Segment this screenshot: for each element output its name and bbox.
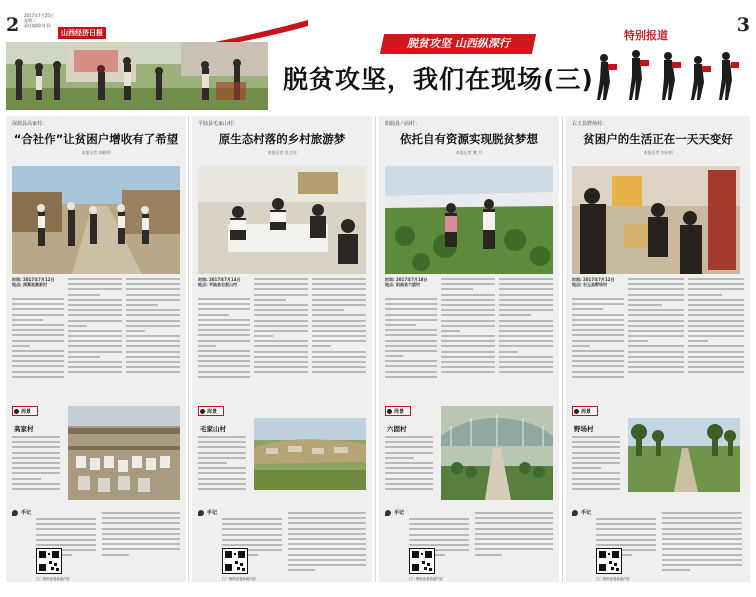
article-byline: 本报记者 蔡文光 [267,150,297,155]
village-photo[interactable] [254,418,366,490]
qr-code-icon [410,549,434,573]
village-description [572,436,620,498]
village-road-photo [12,166,180,274]
country-road-photo [628,418,740,492]
qr-code-icon [597,549,621,573]
qr-code[interactable] [409,548,435,574]
page-number-left: 2 [6,14,20,36]
village-description [198,436,246,498]
article-column-1 [6,116,186,582]
caption-place: 地点: 右玉县野场村 [572,282,607,287]
village-photo[interactable] [441,406,553,500]
article-body-middle [68,278,122,398]
column-divider [562,116,563,582]
photo-caption [385,277,429,287]
village-name: 野场村 [574,425,594,433]
page-headline: 脱贫攻坚，我们在现场(三) [283,65,594,94]
article-photo[interactable] [12,166,180,274]
column-divider [375,116,376,582]
article-header [566,116,750,158]
page-header [0,0,756,112]
notes-tag-label: 手记 [394,510,405,516]
village-photo[interactable] [68,406,180,500]
article-title[interactable]: “合社作”让贫困户增收有了希望 [13,132,179,146]
village-tag [12,406,38,416]
notes-tag [198,508,226,518]
article-locale: 右玉县野场村： [572,121,608,127]
special-report-tag: 特别报道 [624,29,668,42]
article-body-left [572,298,624,398]
caption-time: 时间: 2017年7月18日 [385,277,428,282]
article-body-left [385,298,437,398]
notes-tag-label: 手记 [21,510,32,516]
article-locale: 平陆县毛家山村： [198,121,239,127]
photo-caption [198,277,242,287]
caption-place: 地点: 深源县高家村 [12,282,47,287]
article-column-4 [566,116,750,582]
notes-text-right [662,512,742,578]
notes-tag [385,508,413,518]
qr-code-label: 扫二维码查看新闻内容 [596,577,630,581]
article-photo[interactable] [385,166,553,274]
qr-code-icon [37,549,61,573]
village-tag-icon [574,409,579,414]
village-sidebar [12,406,180,504]
article-photo[interactable] [198,166,366,274]
qr-code-icon [223,549,247,573]
village-name: 高家村 [14,425,34,433]
silhouette-figures-illustration [592,44,740,102]
village-sidebar [385,406,553,504]
greenhouse-interior-photo [441,406,553,500]
notes-tag [572,508,600,518]
notes-tag [12,508,40,518]
article-byline: 本报记者 姚 月 [455,150,483,155]
article-body-right [688,278,744,398]
campaign-banner-text: 脱贫攻坚 山西纵深行 [406,37,510,50]
paper-logo: 山西经济日报 [58,27,106,39]
article-locale: 深源县高家村： [12,121,48,127]
caption-place: 地点: 阳曲县六固村 [385,282,420,287]
notes-tag-icon [198,510,204,516]
article-title[interactable]: 原生态村落的乡村旅游梦 [218,132,346,146]
article-body-middle [441,278,495,398]
campaign-banner [380,34,536,54]
article-body-left [198,298,250,398]
field-interview-photo [385,166,553,274]
village-tag-icon [14,409,19,414]
masthead-date: 2017年7月25日 [24,13,54,18]
village-photo[interactable] [628,418,740,492]
greenhouse-bags-photo [68,406,180,500]
village-tag-label: 周景 [394,409,405,415]
village-tag-label: 周景 [207,409,218,415]
article-body-middle [254,278,308,398]
article-header [6,116,186,158]
village-name: 六固村 [387,425,407,433]
column-divider [188,116,189,582]
header-photo-collage [6,42,268,110]
article-title[interactable]: 依托自有资源实现脱贫梦想 [400,132,538,146]
photo-caption [572,277,616,287]
village-tag [572,406,598,416]
notes-text-right [102,512,180,560]
qr-code-label: 扫二维码查看新闻内容 [36,577,70,581]
article-column-2 [192,116,372,582]
article-body-middle [628,278,684,398]
notes-text-right [475,512,553,560]
hillside-village-photo [254,418,366,490]
village-name: 毛家山村 [200,425,226,433]
notes-text-right [288,512,366,578]
qr-code[interactable] [36,548,62,574]
village-tag-icon [387,409,392,414]
caption-place: 地点: 平陆县毛家山村 [198,282,237,287]
page-number-right: 3 [736,14,750,36]
caption-time: 时间: 2017年7月14日 [198,277,241,282]
article-title[interactable]: 贫困户的生活正在一天天变好 [583,132,733,146]
notes-tag-label: 手记 [581,510,592,516]
notes-tag-label: 手记 [207,510,218,516]
article-header [192,116,372,158]
article-header [379,116,559,158]
home-visit-photo [572,166,740,274]
village-tag [198,406,224,416]
village-tag-label: 周景 [21,409,32,415]
meeting-room-photo [198,166,366,274]
photo-caption [12,277,56,287]
article-body-right [499,278,553,398]
notes-tag-icon [12,510,18,516]
qr-code[interactable] [596,548,622,574]
village-description [12,436,60,498]
notes-tag-icon [385,510,391,516]
village-sidebar [572,406,740,504]
article-body-right [126,278,180,398]
article-byline: 本报记者 郭晓明 [81,150,111,155]
village-tag [385,406,411,416]
article-photo[interactable] [572,166,740,274]
village-tag-label: 周景 [581,409,592,415]
village-tag-icon [200,409,205,414]
caption-time: 时间: 2017年7月12日 [572,277,615,282]
qr-code-label: 扫二维码查看新闻内容 [222,577,256,581]
village-description [385,436,433,498]
article-byline: 本报记者 刘启明 [643,150,673,155]
notes-tag-icon [572,510,578,516]
qr-code[interactable] [222,548,248,574]
article-locale: 阳曲县六固村： [385,121,421,127]
article-body-right [312,278,366,398]
article-body-left [12,298,64,398]
village-sidebar [198,406,366,504]
qr-code-label: 扫二维码查看新闻内容 [409,577,443,581]
article-column-3 [379,116,559,582]
caption-time: 时间: 2017年7月12日 [12,277,55,282]
collage-photo [6,42,268,110]
masthead-editor: 责任编辑/刘 莉 [24,23,51,28]
masthead-weekday: 星期二 [24,18,36,23]
